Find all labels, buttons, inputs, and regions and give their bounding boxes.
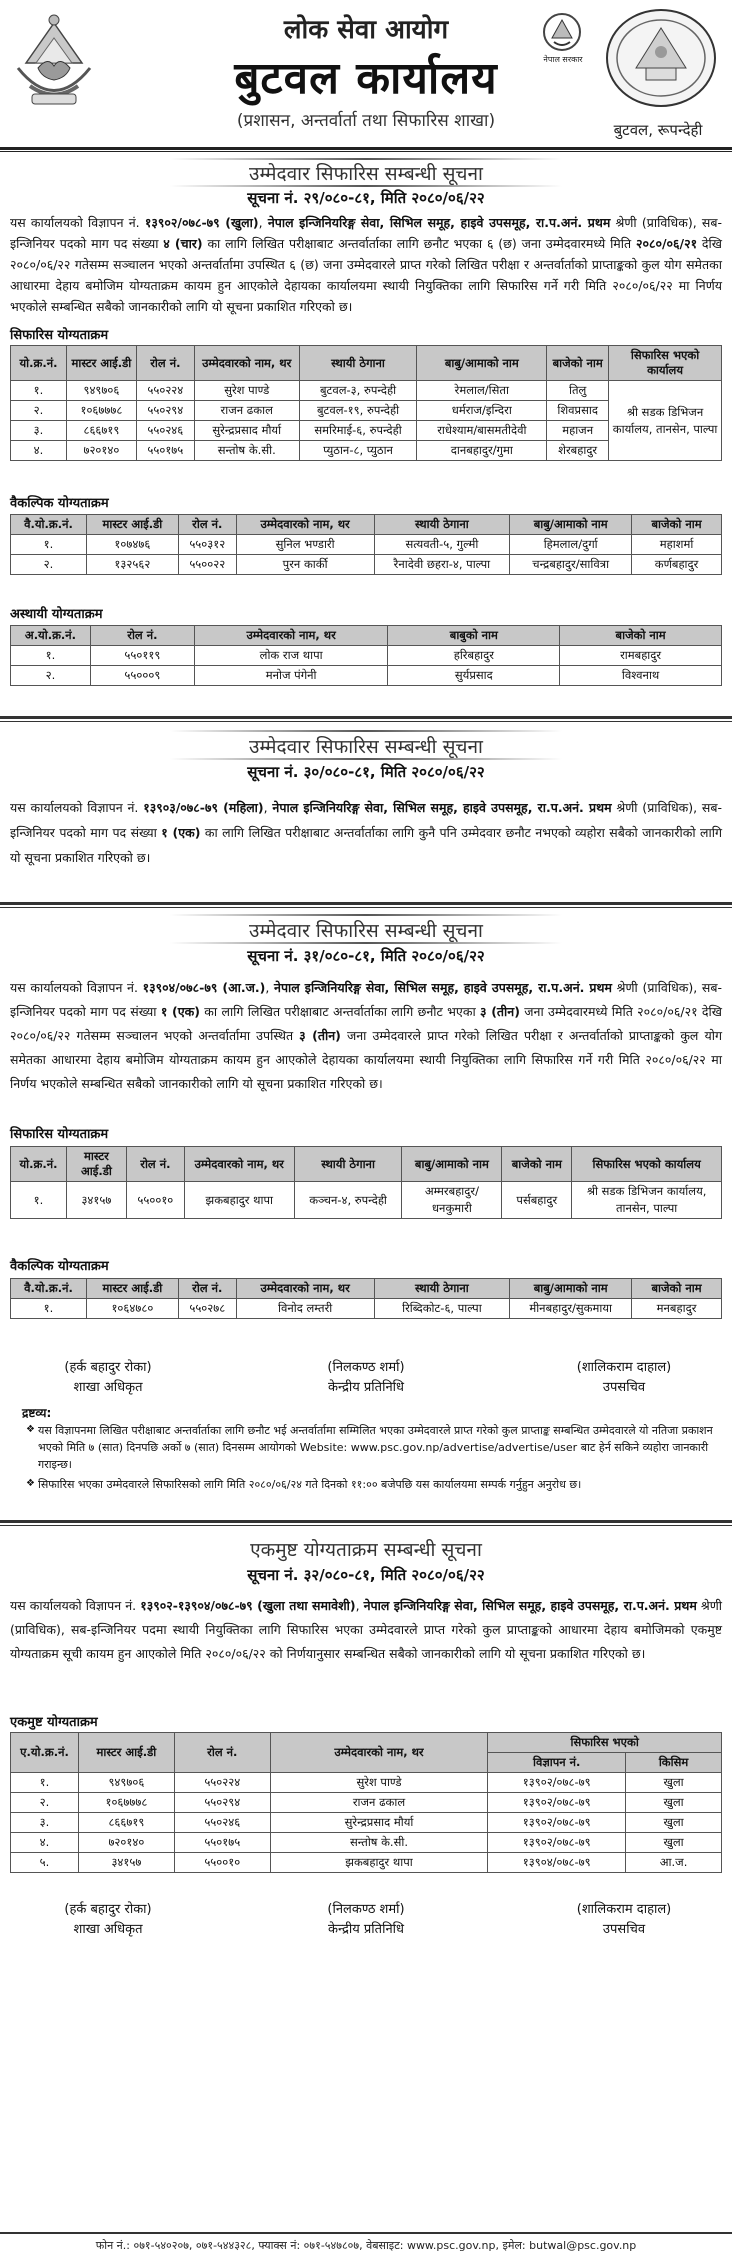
table-cell: ७२०१४० (78, 1833, 174, 1853)
notice4-paragraph (10, 1594, 722, 1666)
title-rule (170, 185, 562, 187)
table-cell: विनोद लम्तरी (236, 1299, 374, 1319)
paragraph-segment: , (258, 215, 268, 230)
notice1-title: उम्मेदवार सिफारिस सम्बन्धी सूचना (249, 163, 483, 185)
table-header: स्थायी ठेगाना (294, 1147, 402, 1182)
paragraph-segment: यस कार्यालयको विज्ञापन नं. (10, 980, 143, 995)
paragraph-segment: , (355, 1598, 364, 1613)
table-cell: झकबहादुर थापा (270, 1853, 488, 1873)
office-location: बुटवल, रूपन्देही (613, 121, 703, 139)
signature-block (524, 1358, 724, 1398)
table-cell: मीनबहादुर/सुकमाया (510, 1299, 632, 1319)
table-cell: समरिमाई-६, रुपन्देही (299, 421, 417, 441)
signatory-name: (निलकण्ठ शर्मा) (327, 1902, 405, 1917)
signature-block (8, 1358, 208, 1398)
table-header: यो.क्र.नं. (11, 346, 67, 381)
table-header: रोल नं. (136, 346, 194, 381)
table-cell: कर्णबहादुर (632, 555, 722, 575)
signatory-name: (निलकण्ठ शर्मा) (327, 1360, 405, 1375)
table-cell: रिब्दिकोट-६, पाल्पा (374, 1299, 510, 1319)
table-cell: रेमलाल/सिता (417, 381, 547, 401)
table-header: मास्टर आई.डी (86, 1279, 178, 1299)
table-header: ए.यो.क्र.नं. (11, 1733, 79, 1773)
table-header: रोल नं. (126, 1147, 184, 1182)
table-cell: २. (11, 555, 87, 575)
table-cell: महाजन (547, 421, 609, 441)
org-name: लोक सेवा आयोग (283, 15, 449, 45)
signatory-title: शाखा अधिकृत (73, 1380, 143, 1395)
notice4-number: सूचना नं. ३२/०८०-८१, मिति २०८०/०६/२२ (247, 1566, 485, 1584)
paragraph-segment: श्रेणी (प्राविधिक), सब-इन्जिनियर पदको माग पद संख्या (10, 215, 722, 251)
paragraph-segment: नेपाल इन्जिनियरिङ्ग सेवा, सिभिल समूह, हाइवे उपसमूह, रा.प.अनं. प्रथम (274, 980, 612, 995)
diamond-bullet-icon: ❖ (26, 1478, 35, 1489)
paragraph-segment: ४ (चार) (163, 236, 203, 251)
table-cell: रैनादेवी छहरा-४, पाल्पा (374, 555, 510, 575)
section-divider-thin (0, 1525, 732, 1526)
table-cell: महाशर्मा (632, 535, 722, 555)
paragraph-segment: १३९०२-१३९०४/०७८-७९ (खुला तथा समावेशी) (140, 1598, 356, 1613)
signature-block (266, 1900, 466, 1940)
table-cell: लोक राज थापा (194, 646, 388, 666)
table-cell: ३४१५७ (78, 1853, 174, 1873)
table-row (11, 1773, 722, 1793)
table-row (11, 1299, 722, 1319)
notice3-alternate-heading: वैकल्पिक योग्यताक्रम (10, 1259, 109, 1274)
table-header: विज्ञापन नं. (488, 1753, 626, 1773)
table-cell: १. (11, 1182, 67, 1219)
notice4-table (10, 1732, 722, 1873)
table-cell: ५५०००९ (90, 666, 194, 686)
paragraph-segment: १३९०२/०७८-७९ (खुला) (144, 215, 259, 230)
table-cell: ७२०१४० (66, 441, 136, 461)
table-header: मास्टर आई.डी (66, 346, 136, 381)
notice1-number: सूचना नं. २९/०८०-८१, मिति २०८०/०६/२२ (247, 189, 485, 207)
note-item: यस विज्ञापनमा लिखित परीक्षाबाट अन्तर्वार्ताका लागि छनौट भई अन्तर्वार्तामा सम्मिलित भएका उम्मेदवारले प्राप्त गरेको कुल प्राप्ताङ्क सम्बन्धित उम्मेदवारले यो नतिजा प्रकाशन भएको मिति ७ (सात) दिनपछि अर्को ७ (सात) दिनसम्म आयोगको Website: www.psc.gov.np/advertise/advertise/user बाट हेर्न सकिने व्यहोरा जानकारी गराइन्छ। (38, 1424, 713, 1471)
table-header: रोल नं. (90, 626, 194, 646)
table-header: उम्मेदवारको नाम, थर (184, 1147, 294, 1182)
diamond-bullet-icon: ❖ (26, 1424, 35, 1435)
notice3-title: उम्मेदवार सिफारिस सम्बन्धी सूचना (249, 920, 483, 942)
table-header: रोल नं. (178, 1279, 236, 1299)
table-cell: ३४१५७ (66, 1182, 126, 1219)
paragraph-segment: श्रेणी (प्राविधिक), सब-इन्जिनियर पदको माग पद संख्या (10, 980, 722, 1019)
table-header: बाबु/आमाको नाम (510, 515, 632, 535)
header-rule (0, 147, 732, 150)
paragraph-segment: श्रेणी (प्राविधिक), सब-इन्जिनियर पदको माग पद संख्या (10, 800, 723, 840)
paragraph-segment: यस कार्यालयको विज्ञापन नं. (10, 215, 145, 230)
table-cell: ५५०२४६ (136, 421, 194, 441)
notice1-temporary-table (10, 625, 722, 686)
table-cell: १३९०२/०७८-७९ (488, 1773, 626, 1793)
paragraph-segment: १३९०३/०७८-७९ (महिला) (143, 800, 264, 815)
table-header: बाजेको नाम (502, 1147, 572, 1182)
notice1-recommended-table (10, 345, 722, 461)
table-header: रोल नं. (174, 1733, 270, 1773)
table-row (11, 1182, 722, 1219)
table-cell: झकबहादुर थापा (184, 1182, 294, 1219)
recommended-office-cell: श्री सडक डिभिजन कार्यालय, तानसेन, पाल्पा (609, 381, 722, 461)
table-cell: ५५००१० (126, 1182, 184, 1219)
table-header: स्थायी ठेगाना (374, 1279, 510, 1299)
table-header: मास्टर आई.डी (66, 1147, 126, 1182)
table-cell: पर्सबहादुर (502, 1182, 572, 1219)
paragraph-segment: जना उम्मेदवारमध्ये मिति २०८०/०६/२१ देखि २०८०/०६/२२ गतेसम्म सञ्चालन भएको अन्तर्वार्तामा उपस्थित (10, 1004, 723, 1043)
table-cell: ५५०२२४ (174, 1773, 270, 1793)
table-cell: ५५०२९४ (174, 1793, 270, 1813)
paragraph-segment: यस कार्यालयको विज्ञापन नं. (10, 800, 144, 815)
table-header: वै.यो.क्र.नं. (11, 1279, 87, 1299)
branch-name: (प्रशासन, अन्तर्वार्ता तथा सिफारिस शाखा) (236, 111, 496, 131)
notice4-title: एकमुष्ट योग्यताक्रम सम्बन्धी सूचना (250, 1539, 482, 1561)
table-header: रोल नं. (178, 515, 236, 535)
table-cell: आ.ज. (626, 1853, 722, 1873)
table-cell: सुरेश पाण्डे (194, 381, 299, 401)
paragraph-segment: का लागि लिखित परीक्षाबाट अन्तर्वार्ताका लागि छनौट भएका (199, 1004, 480, 1019)
paragraph-segment: २०८०/०६/२१ (635, 236, 698, 251)
table-header: सिफारिस भएको कार्यालय (572, 1147, 722, 1182)
signatory-name: (हर्क बहादुर रोका) (64, 1360, 152, 1375)
table-row (11, 555, 722, 575)
paragraph-segment: , (265, 980, 275, 995)
table-cell: अम्मरबहादुर/धनकुमारी (402, 1182, 502, 1219)
notice3-number: सूचना नं. ३१/०८०-८१, मिति २०८०/०६/२२ (247, 947, 485, 965)
psc-seal-icon (602, 6, 720, 110)
table-cell: ८६६७१९ (78, 1813, 174, 1833)
paragraph-segment: ३ (तीन) (480, 1004, 520, 1019)
table-cell: खुला (626, 1793, 722, 1813)
table-cell: १३९०४/०७८-७९ (488, 1853, 626, 1873)
office-name: बुटवल कार्यालय (234, 53, 498, 104)
table-cell: धर्मराज/इन्दिरा (417, 401, 547, 421)
notice3-alternate-table (10, 1278, 722, 1319)
table-cell: खुला (626, 1773, 722, 1793)
table-row (11, 1813, 722, 1833)
table-cell: ५५०१७५ (174, 1833, 270, 1853)
paragraph-segment: १ (एक) (160, 1004, 200, 1019)
signatory-title: शाखा अधिकृत (73, 1922, 143, 1937)
table-cell: १०६७७७८ (78, 1793, 174, 1813)
table-cell: १. (11, 381, 67, 401)
seal-caption: नेपाल सरकार (543, 55, 583, 64)
table-cell: सुनिल भण्डारी (236, 535, 374, 555)
paragraph-segment: ३ (तीन) (299, 1028, 341, 1043)
paragraph-segment: नेपाल इन्जिनियरिङ्ग सेवा, सिभिल समूह, हाइवे उपसमूह, रा.प.अनं. प्रथम (363, 1598, 697, 1613)
table-cell: ४. (11, 1833, 79, 1853)
table-cell: सन्तोष के.सी. (270, 1833, 488, 1853)
paragraph-segment: , (263, 800, 273, 815)
notice1-paragraph (10, 212, 722, 317)
signatory-title: केन्द्रीय प्रतिनिधि (327, 1922, 405, 1937)
table-cell: १. (11, 1773, 79, 1793)
notice1-recommended-heading: सिफारिस योग्यताक्रम (10, 328, 109, 343)
notice2-title: उम्मेदवार सिफारिस सम्बन्धी सूचना (249, 736, 483, 758)
notice3-recommended-heading: सिफारिस योग्यताक्रम (10, 1127, 109, 1142)
table-cell: मनबहादुर (632, 1299, 722, 1319)
table-cell: ५५०२७८ (178, 1299, 236, 1319)
paragraph-segment: नेपाल इन्जिनियरिङ्ग सेवा, सिभिल समूह, हाइवे उपसमूह, रा.प.अनं. प्रथम (272, 800, 612, 815)
table-cell: सन्तोष के.सी. (194, 441, 299, 461)
table-cell: ५५०२२४ (136, 381, 194, 401)
table-cell: १०६७७७८ (66, 401, 136, 421)
notes-heading: द्रष्टव्य: (22, 1406, 52, 1420)
table-header: स्थायी ठेगाना (374, 515, 510, 535)
table-cell: शिवप्रसाद (547, 401, 609, 421)
table-header: मास्टर आई.डी (86, 515, 178, 535)
table-header: बाबु/आमाको नाम (402, 1147, 502, 1182)
table-cell: मनोज पंगेनी (194, 666, 388, 686)
table-cell: ९४९७०६ (78, 1773, 174, 1793)
table-cell: चन्द्रबहादुर/सावित्रा (510, 555, 632, 575)
table-header: किसिम (626, 1753, 722, 1773)
table-header: उम्मेदवारको नाम, थर (270, 1733, 488, 1773)
signature-block (266, 1358, 466, 1398)
paragraph-segment: का लागि लिखित परीक्षाबाट अन्तर्वार्ताका लागि छनौट भएका ६ (छ) जना उम्मेदवारमध्ये मिति (202, 236, 636, 251)
paragraph-segment: १ (एक) (161, 825, 201, 840)
table-cell: ५५०२४६ (174, 1813, 270, 1833)
signatory-title: उपसचिव (602, 1380, 646, 1395)
signature-block (524, 1900, 724, 1940)
paragraph-segment: नेपाल इन्जिनियरिङ्ग सेवा, सिभिल समूह, हाइवे उपसमूह, रा.प.अनं. प्रथम (267, 215, 611, 230)
table-header: बाबु/आमाको नाम (510, 1279, 632, 1299)
notice3-paragraph (10, 976, 722, 1096)
table-cell: सुरेन्द्रप्रसाद मौर्या (194, 421, 299, 441)
table-header: बाजेको नाम (632, 1279, 722, 1299)
table-cell: राजन ढकाल (194, 401, 299, 421)
section-divider (0, 716, 732, 719)
notice4-table-heading: एकमुष्ट योग्यताक्रम (10, 1715, 98, 1730)
table-header: बाजेको नाम (560, 626, 722, 646)
table-cell: विश्वनाथ (560, 666, 722, 686)
table-cell: सुरेन्द्रप्रसाद मौर्या (270, 1813, 488, 1833)
table-cell: खुला (626, 1813, 722, 1833)
table-cell: हरिबहादुर (388, 646, 560, 666)
signature-block (8, 1900, 208, 1940)
notice2-number: सूचना नं. ३०/०८०-८१, मिति २०८०/०६/२२ (247, 763, 485, 781)
table-header: उम्मेदवारको नाम, थर (194, 346, 299, 381)
table-cell: ५५०३१२ (178, 535, 236, 555)
table-header: वै.यो.क्र.नं. (11, 515, 87, 535)
table-header: उम्मेदवारको नाम, थर (194, 626, 388, 646)
title-rule (170, 758, 562, 760)
header-rule-thin (0, 151, 732, 152)
title-rule (170, 730, 562, 732)
table-cell: कञ्चन-४, रुपन्देही (294, 1182, 402, 1219)
table-row (11, 1833, 722, 1853)
table-row (11, 535, 722, 555)
table-cell: ८६६७१९ (66, 421, 136, 441)
table-cell: बुटवल-३, रुपन्देही (299, 381, 417, 401)
table-row (11, 1853, 722, 1873)
table-header: बाबु/आमाको नाम (417, 346, 547, 381)
table-cell: प्युठान-८, प्युठान (299, 441, 417, 461)
title-rule (170, 914, 562, 916)
table-cell: २. (11, 401, 67, 421)
table-cell: १०७४७६ (86, 535, 178, 555)
table-cell: खुला (626, 1833, 722, 1853)
signatory-name: (हर्क बहादुर रोका) (64, 1902, 152, 1917)
table-row (11, 381, 722, 401)
table-cell: ४. (11, 441, 67, 461)
table-cell: ५५०१७५ (136, 441, 194, 461)
table-cell: ५५००१० (174, 1853, 270, 1873)
table-header: बाबुको नाम (388, 626, 560, 646)
table-cell: ३. (11, 1813, 79, 1833)
table-cell: सुरेश पाण्डे (270, 1773, 488, 1793)
signatory-title: केन्द्रीय प्रतिनिधि (327, 1380, 405, 1395)
signatory-name: (शालिकराम दाहाल) (576, 1360, 672, 1375)
table-header: मास्टर आई.डी (78, 1733, 174, 1773)
signatory-title: उपसचिव (602, 1922, 646, 1937)
table-cell: ५५०२९४ (136, 401, 194, 421)
table-cell: ५. (11, 1853, 79, 1873)
table-cell: १३९०२/०७८-७९ (488, 1833, 626, 1853)
paragraph-segment: १३९०४/०७८-७९ (आ.ज.) (142, 980, 266, 995)
table-cell: तिलु (547, 381, 609, 401)
table-cell: १. (11, 1299, 87, 1319)
table-cell: राधेश्याम/बासमतीदेवी (417, 421, 547, 441)
table-cell: दानबहादुर/गुमा (417, 441, 547, 461)
notice1-alternate-heading: वैकल्पिक योग्यताक्रम (10, 496, 109, 511)
notice2-paragraph (10, 795, 722, 870)
section-divider (0, 1520, 732, 1523)
table-cell: सुर्यप्रसाद (388, 666, 560, 686)
table-cell: रामबहादुर (560, 646, 722, 666)
table-cell: २. (11, 1793, 79, 1813)
table-cell: २. (11, 666, 91, 686)
notice3-recommended-table (10, 1146, 722, 1219)
footer-contact: फोन नं.: ०७१-५४०२०७, ०७१-५४४३२८, फ्याक्स नं: ०७१-५४७८०७, वेबसाइट: www.psc.gov.np, इमेल: butwal@psc.gov.np (95, 2239, 637, 2252)
table-cell: १३२५६२ (86, 555, 178, 575)
table-row (11, 646, 722, 666)
table-header: अ.यो.क्र.नं. (11, 626, 91, 646)
paragraph-segment: श्रेणी (प्राविधिक), सब-इन्जिनियर पदमा स्थायी नियुक्तिका लागि सिफारिस भएका उम्मेदवारले प्राप्त गरेको कुल प्राप्ताङ्कको आधारमा देहाय बमोजिमको एकमुष्ट योग्यताक्रम सूची कायम हुन आएकोले मिति २०८०/०६/२२ को निर्णयानुसार सम्बन्धित सबैको जानकारीको लागि यो सूचना प्रकाशित गरिएको छ। (10, 1598, 722, 1661)
table-cell: ५५०११९ (90, 646, 194, 666)
table-header: यो.क्र.नं. (11, 1147, 67, 1182)
letterhead (0, 0, 732, 148)
table-header: बाजेको नाम (547, 346, 609, 381)
govt-seal-icon (540, 10, 584, 54)
table-cell: ५५००२२ (178, 555, 236, 575)
section-divider-thin (0, 721, 732, 722)
signatory-name: (शालिकराम दाहाल) (576, 1902, 672, 1917)
section-divider (0, 902, 732, 905)
paragraph-segment: जना उम्मेदवारले प्राप्त गरेको लिखित परीक्षा र अन्तर्वार्ताको प्राप्ताङ्कको कुल योग समेतका आधारमा देहाय बमोजिम योग्यताक्रम कायम हुन आएकोले देहायका कार्यालयमा स्थायी नियुक्तिका लागि सिफारिस गर्ने गरी मिति २०८०/०६/२२ मा निर्णय भएकोले सम्बन्धित सबैको जानकारीको लागि यो सूचना प्रकाशित गरिएको छ। (10, 1028, 723, 1091)
table-group-header: सिफारिस भएको (488, 1733, 722, 1753)
table-header: उम्मेदवारको नाम, थर (236, 1279, 374, 1299)
table-cell: हिमलाल/दुर्गा (510, 535, 632, 555)
paragraph-segment: देखि २०८०/०६/२२ गतेसम्म सञ्चालन भएको अन्तर्वार्तामा उपस्थित ६ (छ) जना उम्मेदवारले प्राप्त गरेको लिखित परीक्षा र अन्तर्वार्ताको प्राप्ताङ्कको कुल योग समेतका आधारमा देहाय बमोजिम योग्यताक्रम कायम हुन आएकोले देहायका कार्यालयमा स्थायी नियुक्तिका लागि सिफारिस गर्ने गरी मिति २०८०/०६/२२ मा निर्णय भएकोले सम्बन्धित सबैको जानकारीको लागि यो सूचना प्रकाशित गरिएको छ। (10, 236, 722, 314)
table-cell: १३९०२/०७८-७९ (488, 1793, 626, 1813)
table-row (11, 1793, 722, 1813)
table-cell: राजन ढकाल (270, 1793, 488, 1813)
note-item: सिफारिस भएका उम्मेदवारले सिफारिसको लागि मिति २०८०/०६/२४ गते दिनको ११:०० बजेपछि यस कार्यालयमा सम्पर्क गर्नुहुन अनुरोध छ। (38, 1478, 582, 1491)
title-rule (170, 942, 562, 944)
notice1-alternate-table (10, 514, 722, 575)
table-cell: पुरन कार्की (236, 555, 374, 575)
table-cell: बुटवल-१९, रुपन्देही (299, 401, 417, 421)
table-cell: १. (11, 646, 91, 666)
table-cell: १. (11, 535, 87, 555)
table-cell: ९४९७०६ (66, 381, 136, 401)
table-header: उम्मेदवारको नाम, थर (236, 515, 374, 535)
table-row (11, 666, 722, 686)
table-cell: शेरबहादुर (547, 441, 609, 461)
table-header: सिफारिस भएको कार्यालय (609, 346, 722, 381)
table-cell: सत्यवती-५, गुल्मी (374, 535, 510, 555)
table-cell: १३९०२/०७८-७९ (488, 1813, 626, 1833)
table-cell: ३. (11, 421, 67, 441)
paragraph-segment: का लागि लिखित परीक्षाबाट अन्तर्वार्ताका लागि कुनै पनि उम्मेदवार छनौट नभएको व्यहोरा सबैको जानकारीको लागि यो सूचना प्रकाशित गरिएको छ। (10, 825, 722, 865)
table-cell: १०६४७८० (86, 1299, 178, 1319)
table-header: बाजेको नाम (632, 515, 722, 535)
notice1-temporary-heading: अस्थायी योग्यताक्रम (10, 607, 103, 622)
table-cell: श्री सडक डिभिजन कार्यालय, तानसेन, पाल्पा (572, 1182, 722, 1219)
footer-rule (0, 2232, 732, 2234)
table-header: स्थायी ठेगाना (299, 346, 417, 381)
paragraph-segment: यस कार्यालयको विज्ञापन नं. (10, 1598, 141, 1613)
section-divider-thin (0, 907, 732, 908)
